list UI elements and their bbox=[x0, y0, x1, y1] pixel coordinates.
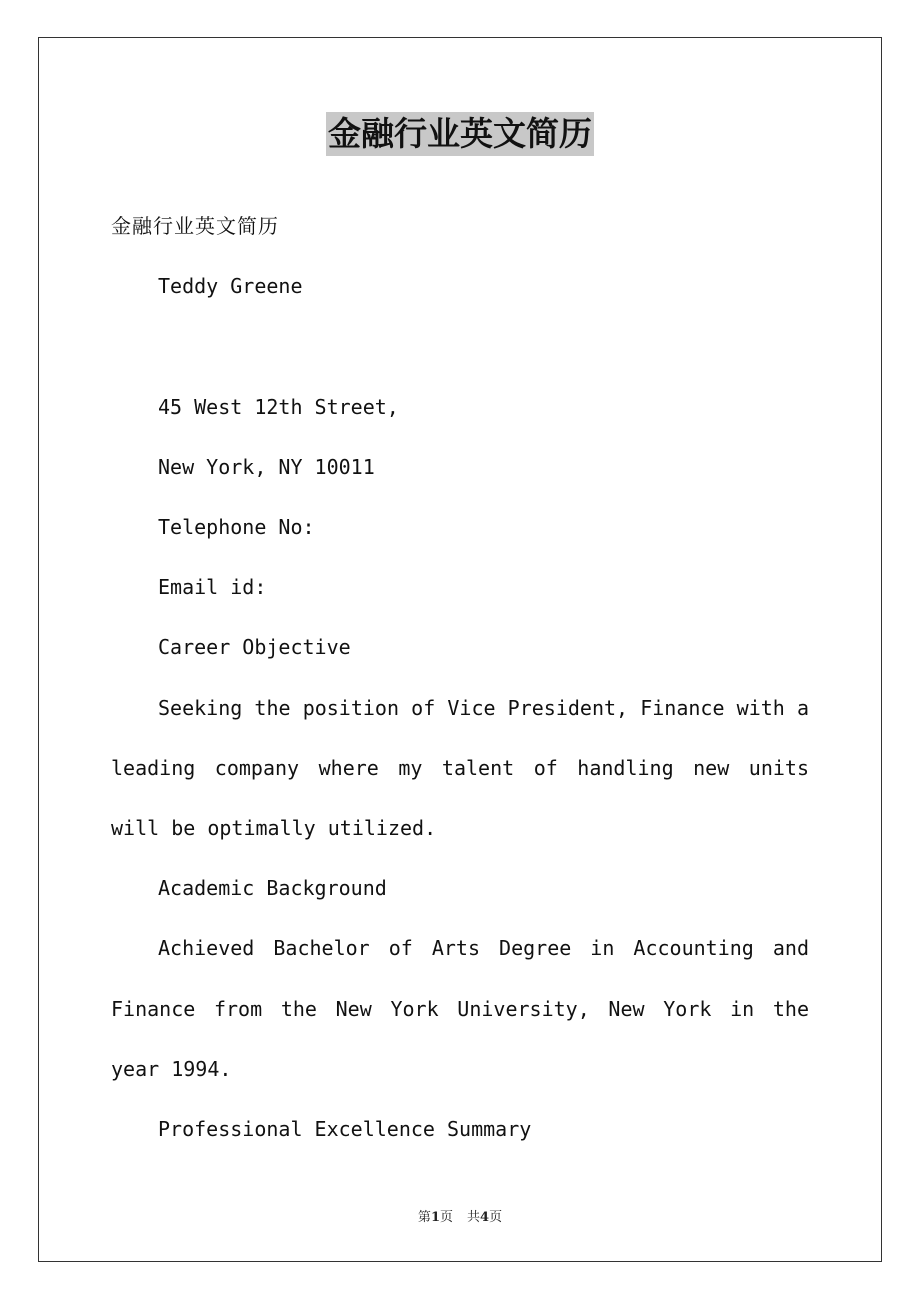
page-footer bbox=[0, 1206, 920, 1225]
document-title: 金融行业英文简历 bbox=[326, 112, 594, 156]
career-objective-text: Seeking the position of Vice President, Finance with a leading company where my talent of handling new units will be optimally utilized. bbox=[111, 695, 822, 841]
document-subtitle: 金融行业英文简历 bbox=[111, 214, 279, 238]
footer-page-prefix: 第 bbox=[417, 1210, 431, 1225]
footer-total-prefix: 共 bbox=[467, 1210, 481, 1225]
document-body bbox=[111, 196, 822, 1159]
footer-total-word: 页 bbox=[489, 1210, 503, 1225]
footer-page-word: 页 bbox=[439, 1210, 453, 1225]
footer-page-current: 1 bbox=[430, 1210, 440, 1225]
academic-background-heading: Academic Background bbox=[158, 876, 387, 901]
address-line-2: New York, NY 10011 bbox=[158, 454, 375, 479]
telephone-label: Telephone No: bbox=[158, 515, 315, 539]
footer-page-total: 4 bbox=[480, 1210, 490, 1225]
career-objective-heading: Career Objective bbox=[158, 635, 351, 660]
blank-line bbox=[111, 316, 809, 376]
document-title-wrapper bbox=[0, 112, 920, 156]
applicant-name: Teddy Greene bbox=[158, 274, 303, 299]
email-label: Email id: bbox=[158, 575, 267, 600]
academic-background-text: Achieved Bachelor of Arts Degree in Accounting and Finance from the New York University, New York in the year 1994. bbox=[111, 936, 822, 1081]
professional-summary-heading: Professional Excellence Summary bbox=[158, 1117, 532, 1142]
address-line-1: 45 West 12th Street, bbox=[158, 394, 399, 419]
